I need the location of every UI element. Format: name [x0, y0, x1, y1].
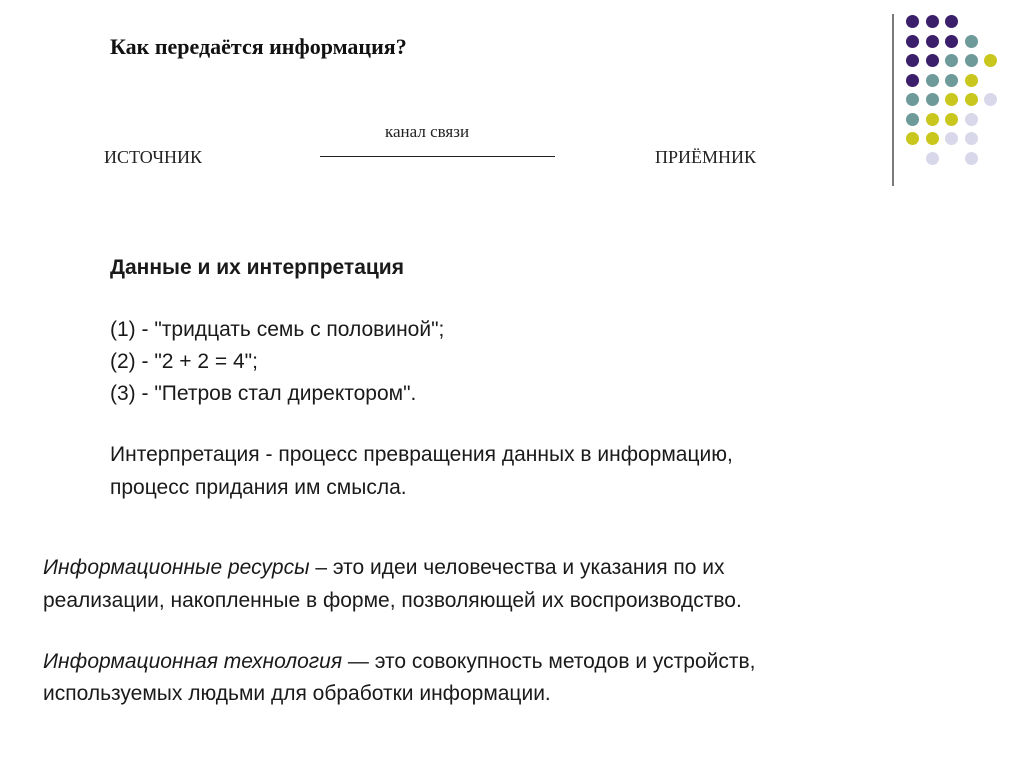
olive-dot — [965, 93, 978, 106]
lavender-dot — [984, 93, 997, 106]
purple-dot — [945, 35, 958, 48]
example-item: (3) - "Петров стал директором". — [110, 382, 417, 405]
teal-dot — [945, 74, 958, 87]
channel-line — [320, 156, 555, 157]
purple-dot — [926, 15, 939, 28]
lavender-dot — [945, 132, 958, 145]
teal-dot — [965, 35, 978, 48]
term-resources: Информационные ресурсы — [43, 556, 310, 579]
olive-dot — [926, 132, 939, 145]
lavender-dot — [926, 152, 939, 165]
definition-text: – это идеи человечества и указания по их — [309, 556, 725, 579]
example-item: (2) - "2 + 2 = 4"; — [110, 350, 258, 373]
purple-dot — [945, 15, 958, 28]
decorative-dot-grid — [905, 10, 1015, 170]
receiver-label: ПРИЁМНИК — [655, 147, 757, 167]
definition-technology-line2: используемых людьми для обработки информации. — [43, 682, 551, 705]
purple-dot — [906, 15, 919, 28]
olive-dot — [926, 113, 939, 126]
interpretation-line: процесс придания им смысла. — [110, 476, 407, 499]
definition-text: — это совокупность методов и устройств, — [342, 650, 756, 673]
section-heading: Данные и их интерпретация — [110, 256, 404, 279]
source-label: ИСТОЧНИК — [104, 147, 203, 167]
page-title: Как передаётся информация? — [110, 34, 407, 59]
purple-dot — [906, 74, 919, 87]
olive-dot — [965, 74, 978, 87]
purple-dot — [926, 54, 939, 67]
olive-dot — [906, 132, 919, 145]
definition-technology — [43, 650, 755, 674]
olive-dot — [945, 93, 958, 106]
teal-dot — [926, 74, 939, 87]
term-technology: Информационная технология — [43, 650, 343, 673]
teal-dot — [965, 54, 978, 67]
definition-resources — [43, 556, 725, 580]
purple-dot — [906, 35, 919, 48]
decorative-divider — [892, 14, 894, 186]
lavender-dot — [965, 113, 978, 126]
teal-dot — [945, 54, 958, 67]
lavender-dot — [965, 152, 978, 165]
definition-resources-line2: реализации, накопленные в форме, позволяющей их воспроизводство. — [43, 589, 742, 612]
interpretation-line: Интерпретация - процесс превращения данных в информацию, — [110, 443, 733, 466]
teal-dot — [906, 93, 919, 106]
olive-dot — [945, 113, 958, 126]
purple-dot — [926, 35, 939, 48]
example-item: (1) - "тридцать семь с половиной"; — [110, 318, 445, 341]
lavender-dot — [965, 132, 978, 145]
teal-dot — [906, 113, 919, 126]
purple-dot — [906, 54, 919, 67]
olive-dot — [984, 54, 997, 67]
channel-label: канал связи — [385, 122, 470, 141]
teal-dot — [926, 93, 939, 106]
